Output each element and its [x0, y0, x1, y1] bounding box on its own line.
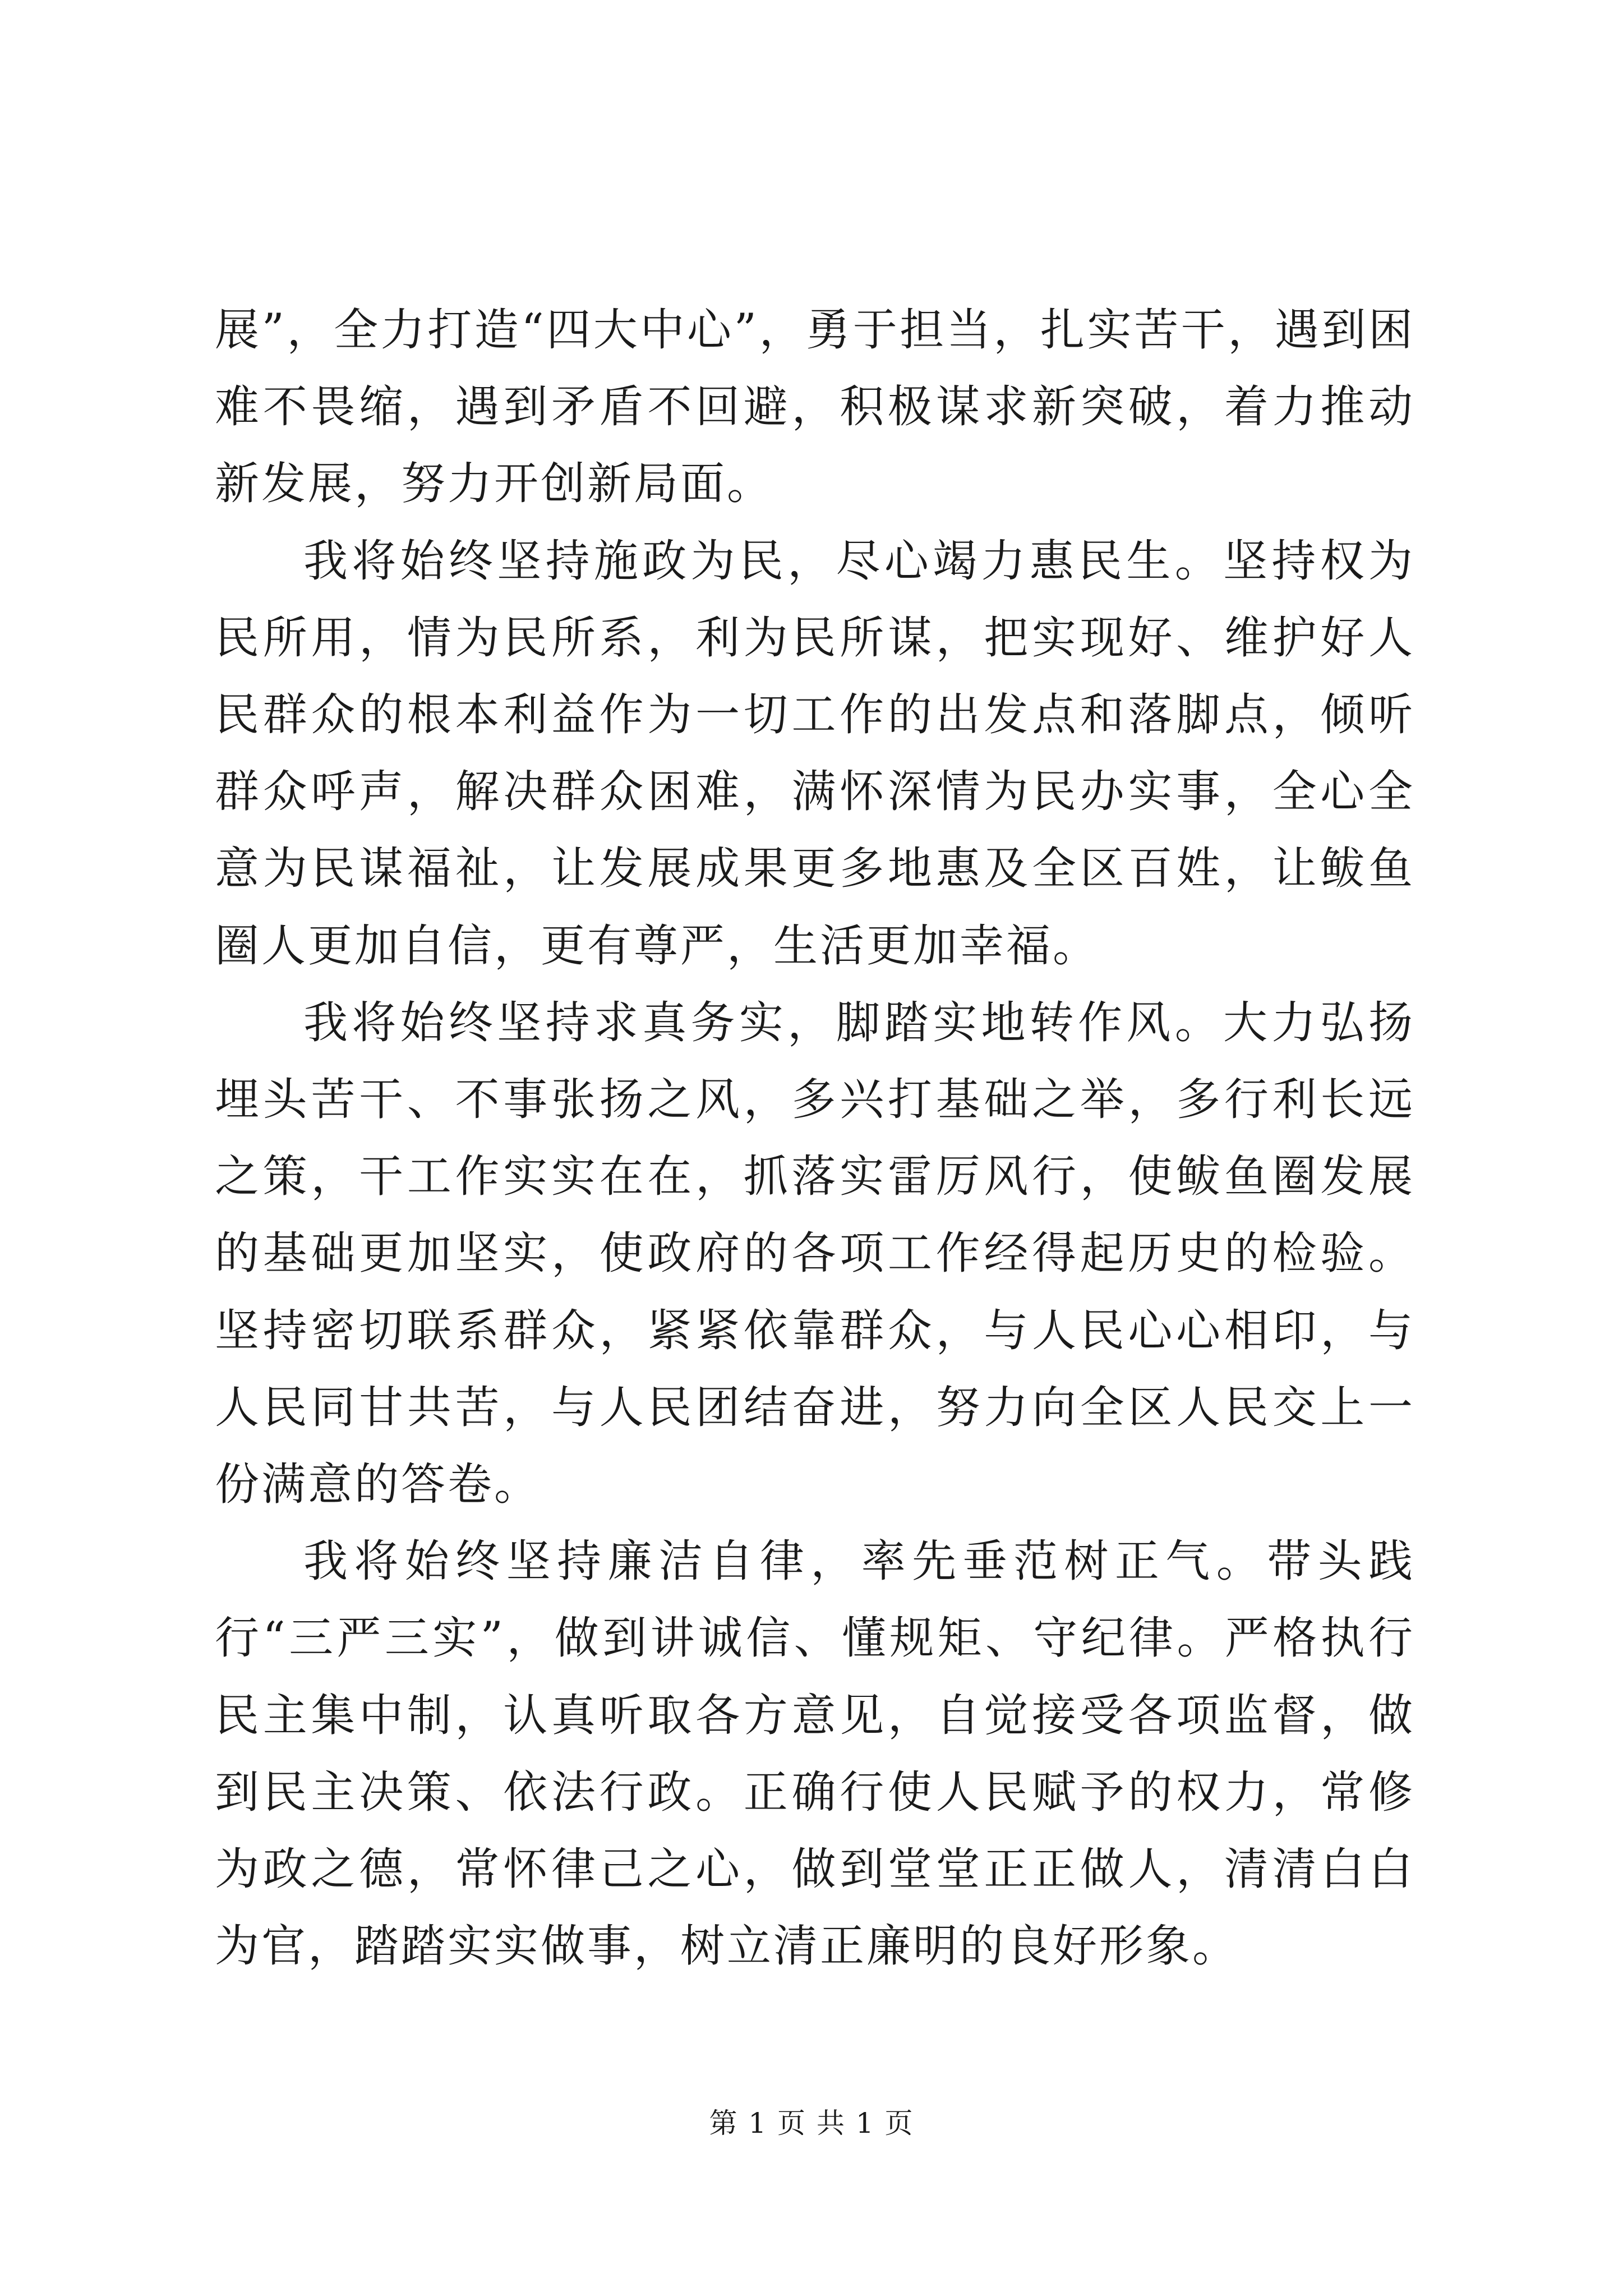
- paragraph-4: 我将始终坚持廉洁自律，率先垂范树正气。带头践行“三严三实”，做到讲诚信、懂规矩、守纪律。严格执行民主集中制，认真听取各方意见，自觉接受各项监督，做到民主决策、依法行政。正确行使人民赋予的权力，常修为政之德，常怀律己之心，做到堂堂正正做人，清清白白为官，踏踏实实做事，树立清正廉明的良好形象。: [215, 1535, 1415, 1972]
- paragraph-3: 我将始终坚持求真务实，脚踏实地转作风。大力弘扬埋头苦干、不事张扬之风，多兴打基础之举，多行利长远之策，干工作实实在在，抓落实雷厉风行，使鲅鱼圈发展的基础更加坚实，使政府的各项工作经得起历史的检验。坚持密切联系群众，紧紧依靠群众，与人民心心相印，与人民同甘共苦，与人民团结奋进，努力向全区人民交上一份满意的答卷。: [215, 996, 1415, 1511]
- paragraph-2: 我将始终坚持施政为民，尽心竭力惠民生。坚持权为民所用，情为民所系，利为民所谋，把实现好、维护好人民群众的根本利益作为一切工作的出发点和落脚点，倾听群众呼声，解决群众困难，满怀深情为民办实事，全心全意为民谋福祉，让发展成果更多地惠及全区百姓，让鲅鱼圈人更加自信，更有尊严，生活更加幸福。: [215, 535, 1415, 972]
- document-body: [215, 292, 1415, 1985]
- page-number-footer: 第 1 页 共 1 页: [709, 2107, 914, 2139]
- paragraph-1: 展”，全力打造“四大中心”，勇于担当，扎实苦干，遇到困难不畏缩，遇到矛盾不回避，积极谋求新突破，着力推动新发展，努力开创新局面。: [215, 304, 1415, 510]
